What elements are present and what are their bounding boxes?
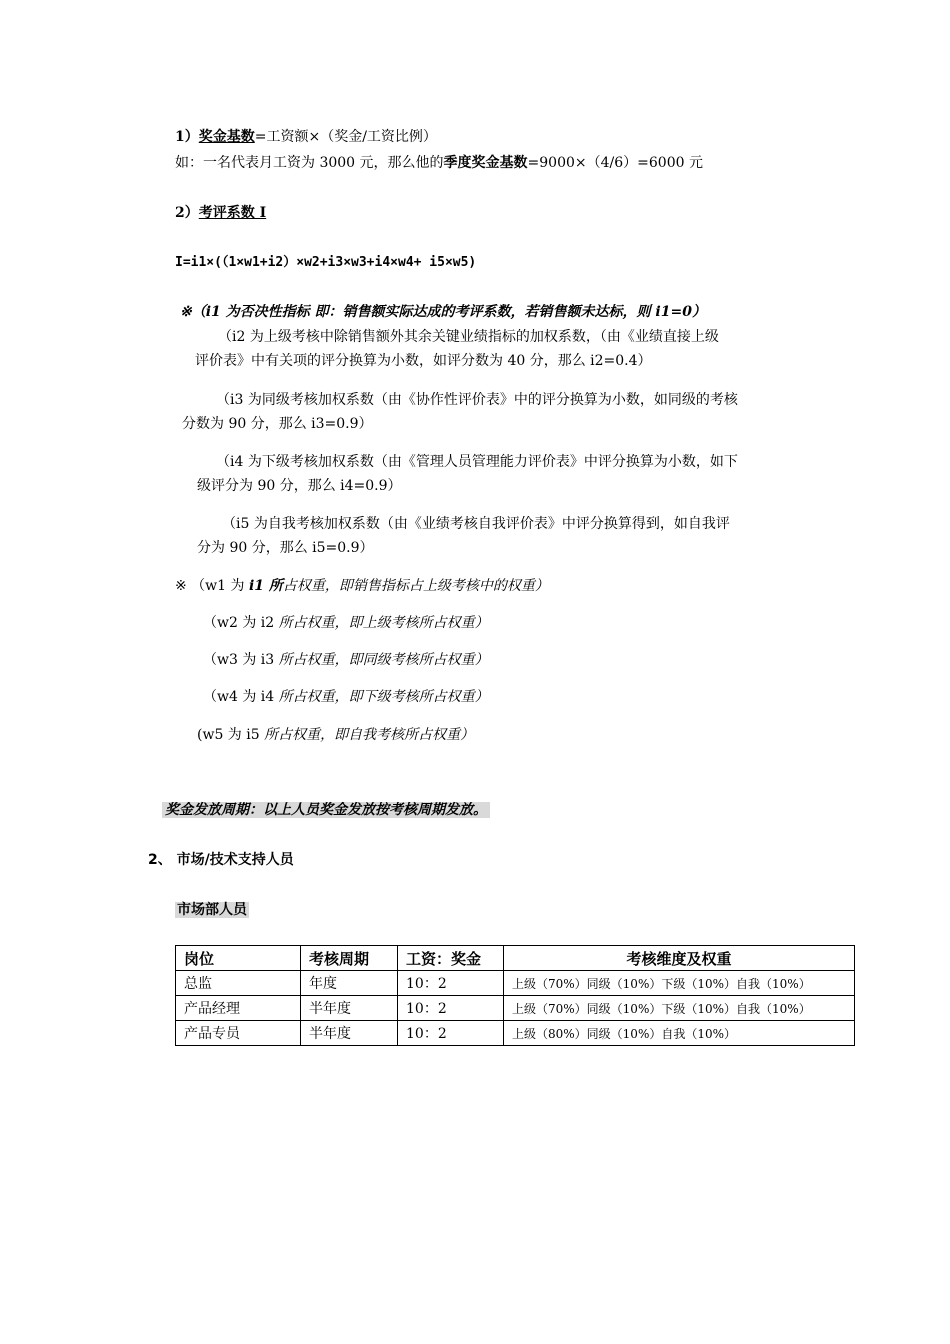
cell-ratio: 10：2 [398,1021,504,1046]
w4-rest: 所占权重，即下级考核所占权重） [278,689,489,705]
section2-heading: 2、 市场/技术支持人员 [148,852,294,868]
note-w1 [175,576,549,596]
w1-prefix: ※ （w1 为 [175,578,249,594]
w3-rest: 所占权重，即同级考核所占权重） [278,652,489,668]
table-row [176,971,855,996]
formula: I=i1×(（1×w1+i2）×w2+i3×w3+i4×w4+ i5×w5) [175,255,477,270]
table-row [176,1021,855,1046]
cell-ratio: 10：2 [398,971,504,996]
note-i3-line1: （i3 为同级考核加权系数（由《协作性评价表》中的评分换算为小数，如同级的考核 [216,392,738,408]
header-ratio: 工资：奖金 [398,946,504,971]
table-row [176,996,855,1021]
cell-dimensions: 上级（70%）同级（10%）下级（10%）自我（10%） [504,996,855,1021]
w1-var: i1 所 [248,578,283,594]
item1-prefix: 1） [175,129,199,145]
w5-prefix: (w5 为 i5 [197,727,265,743]
item2-term: 考评系数 I [198,205,267,221]
note-w4 [203,687,489,707]
header-period: 考核周期 [301,946,398,971]
cell-period: 半年度 [301,996,398,1021]
note-i3-line2: 分数为 90 分，那么 i3=0.9） [182,416,373,432]
cell-position: 产品经理 [176,996,301,1021]
section2-subheading [175,900,249,920]
note-i4-line2: 级评分为 90 分，那么 i4=0.9） [197,478,402,494]
w5-rest: 所占权重，即自我考核所占权重） [264,727,475,743]
note-i5-line2: 分为 90 分，那么 i5=0.9） [197,540,374,556]
item1-rest: =工资额×（奖金/工资比例） [254,129,437,145]
note-i4-line1: （i4 为下级考核加权系数（由《管理人员管理能力评价表》中评分换算为小数，如下 [216,454,738,470]
payout-period-text: 奖金发放周期：以上人员奖金发放按考核周期发放。 [162,802,490,818]
example-prefix: 如：一名代表月工资为 3000 元，那么他的 [175,155,444,171]
subheading-text: 市场部人员 [177,902,247,918]
assessment-table [175,945,855,1046]
example-term: 季度奖金基数 [443,155,528,171]
w2-rest: 所占权重，即上级考核所占权重） [278,615,489,631]
payout-period [162,800,490,820]
note-i5-line1: （i5 为自我考核加权系数（由《业绩考核自我评价表》中评分换算得到，如自我评 [222,516,730,532]
item1-term: 奖金基数 [198,129,255,145]
cell-dimensions: 上级（80%）同级（10%）自我（10%） [504,1021,855,1046]
example-rest: =9000×（4/6）=6000 元 [527,155,703,171]
table-header-row [176,946,855,971]
note-w3 [203,650,489,670]
note-w2 [203,613,489,633]
item2-prefix: 2） [175,205,199,221]
cell-period: 年度 [301,971,398,996]
note-i1: ※（i1 为否决性指标 即：销售额实际达成的考评系数，若销售额未达标，则 i1=0） [180,304,706,320]
w4-prefix: （w4 为 i4 [203,689,279,705]
example-line [175,153,703,173]
w2-prefix: （w2 为 i2 [203,615,279,631]
note-w5 [197,725,474,745]
cell-period: 半年度 [301,1021,398,1046]
header-position: 岗位 [176,946,301,971]
w1-rest: 占权重，即销售指标占上级考核中的权重） [282,578,549,594]
note-i2-line2: 评价表》中有关项的评分换算为小数，如评分数为 40 分，那么 i2=0.4） [195,353,652,369]
note-i2-line1: （i2 为上级考核中除销售额外其余关键业绩指标的加权系数，（由《业绩直接上级 [218,329,719,345]
cell-dimensions: 上级（70%）同级（10%）下级（10%）自我（10%） [504,971,855,996]
header-dimensions: 考核维度及权重 [504,946,855,971]
cell-ratio: 10：2 [398,996,504,1021]
cell-position: 产品专员 [176,1021,301,1046]
item2-line [175,203,266,223]
item1-line [175,127,437,147]
cell-position: 总监 [176,971,301,996]
w3-prefix: （w3 为 i3 [203,652,279,668]
